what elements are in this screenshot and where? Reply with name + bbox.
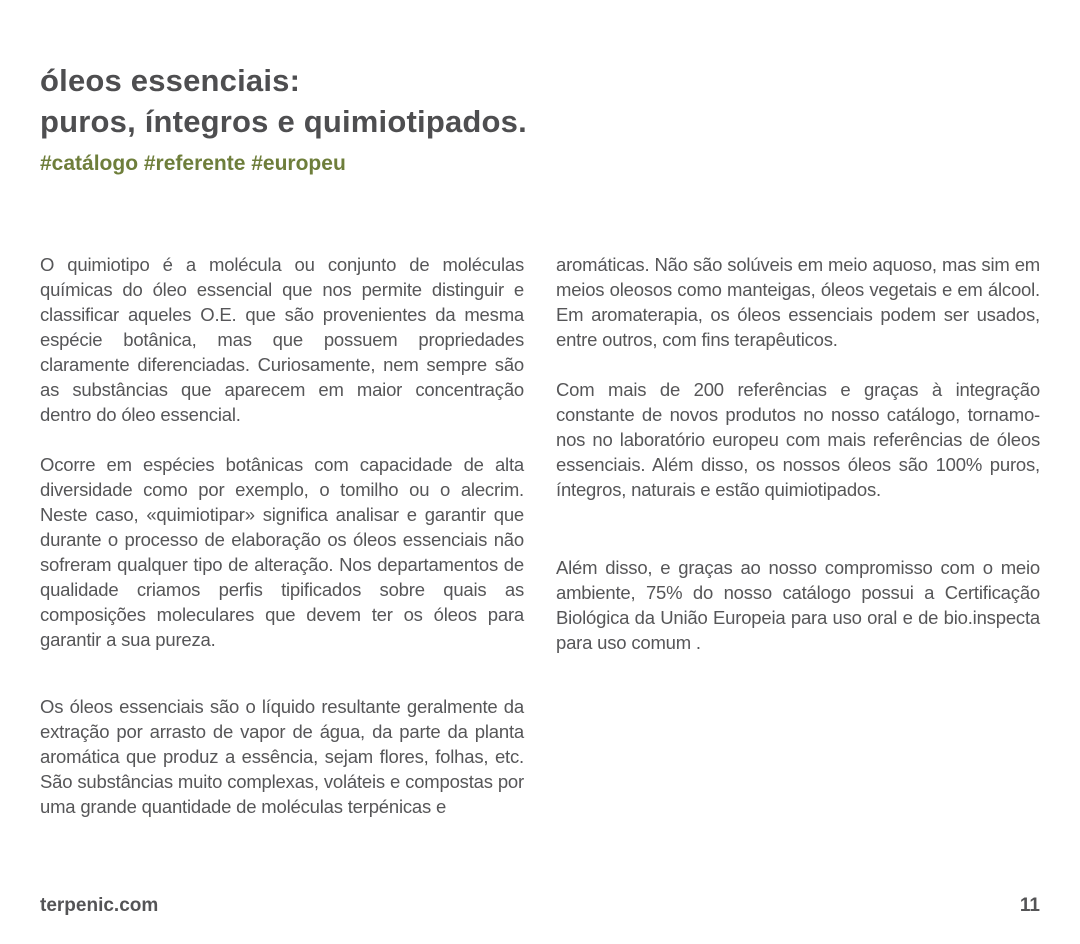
paragraph-chemotyping-process: Ocorre em espécies botânicas com capacidade de alta diversidade como por exemplo, o tomilho ou o alecrim. Neste caso, «quimiotipar» significa analisar e garantir que durante o processo de elaboração os óleos essenciais não sofreram qualquer tipo de alteração. Nos departamentos de qualidade criamos perfis tipificados sobre quais as composições moleculares que devem ter os óleos para garantir a sua pureza. — [40, 454, 524, 650]
text-column-left — [40, 252, 524, 819]
paragraph-chemotype-definition: O quimiotipo é a molécula ou conjunto de moléculas químicas do óleo essencial que nos permite distinguir e classificar aqueles O.E. que são provenientes da mesma espécie botânica, mas que possuem propriedades claramente diferenciadas. Curiosamente, nem sempre são as substâncias que aparecem em maior concentração dentro do óleo essencial. — [40, 254, 524, 425]
paragraph-200-references: Com mais de 200 referências e graças à integração constante de novos produtos no nosso catálogo, tornamo-nos no laboratório europeu com mais referências de óleos essenciais. Além disso, os nossos óleos são 100% puros, íntegros, naturais e estão quimiotipados. — [556, 379, 1040, 500]
paragraph-essential-oils-definition: Os óleos essenciais são o líquido resultante geralmente da extração por arrasto de vapor de água, da parte da planta aromática que produz a essência, sejam flores, folhas, etc. São substâncias muito complexas, voláteis e compostas por uma grande quantidade de moléculas terpénicas e — [40, 696, 524, 817]
page-title-line-1: óleos essenciais: — [40, 63, 301, 98]
body-text-columns — [40, 252, 1040, 819]
page-title-line-2: puros, íntegros e quimiotipados. — [40, 104, 527, 139]
footer-page-number: 11 — [1019, 895, 1040, 916]
paragraph-solubility-aromatherapy: aromáticas. Não são solúveis em meio aquoso, mas sim em meios oleosos como manteigas, óleos vegetais e em álcool. Em aromaterapia, os óleos essenciais podem ser usados, entre outros, com fins terapêuticos. — [556, 254, 1040, 350]
footer-website: terpenic.com — [40, 895, 159, 916]
hashtags-subtitle: #catálogo #referente #europeu — [40, 152, 346, 175]
page-title — [40, 60, 527, 142]
paragraph-bio-certification: Além disso, e graças ao nosso compromisso com o meio ambiente, 75% do nosso catálogo possui a Certificação Biológica da União Europeia para uso oral e de bio.inspecta para uso comum . — [556, 557, 1040, 653]
text-column-right — [556, 252, 1040, 819]
